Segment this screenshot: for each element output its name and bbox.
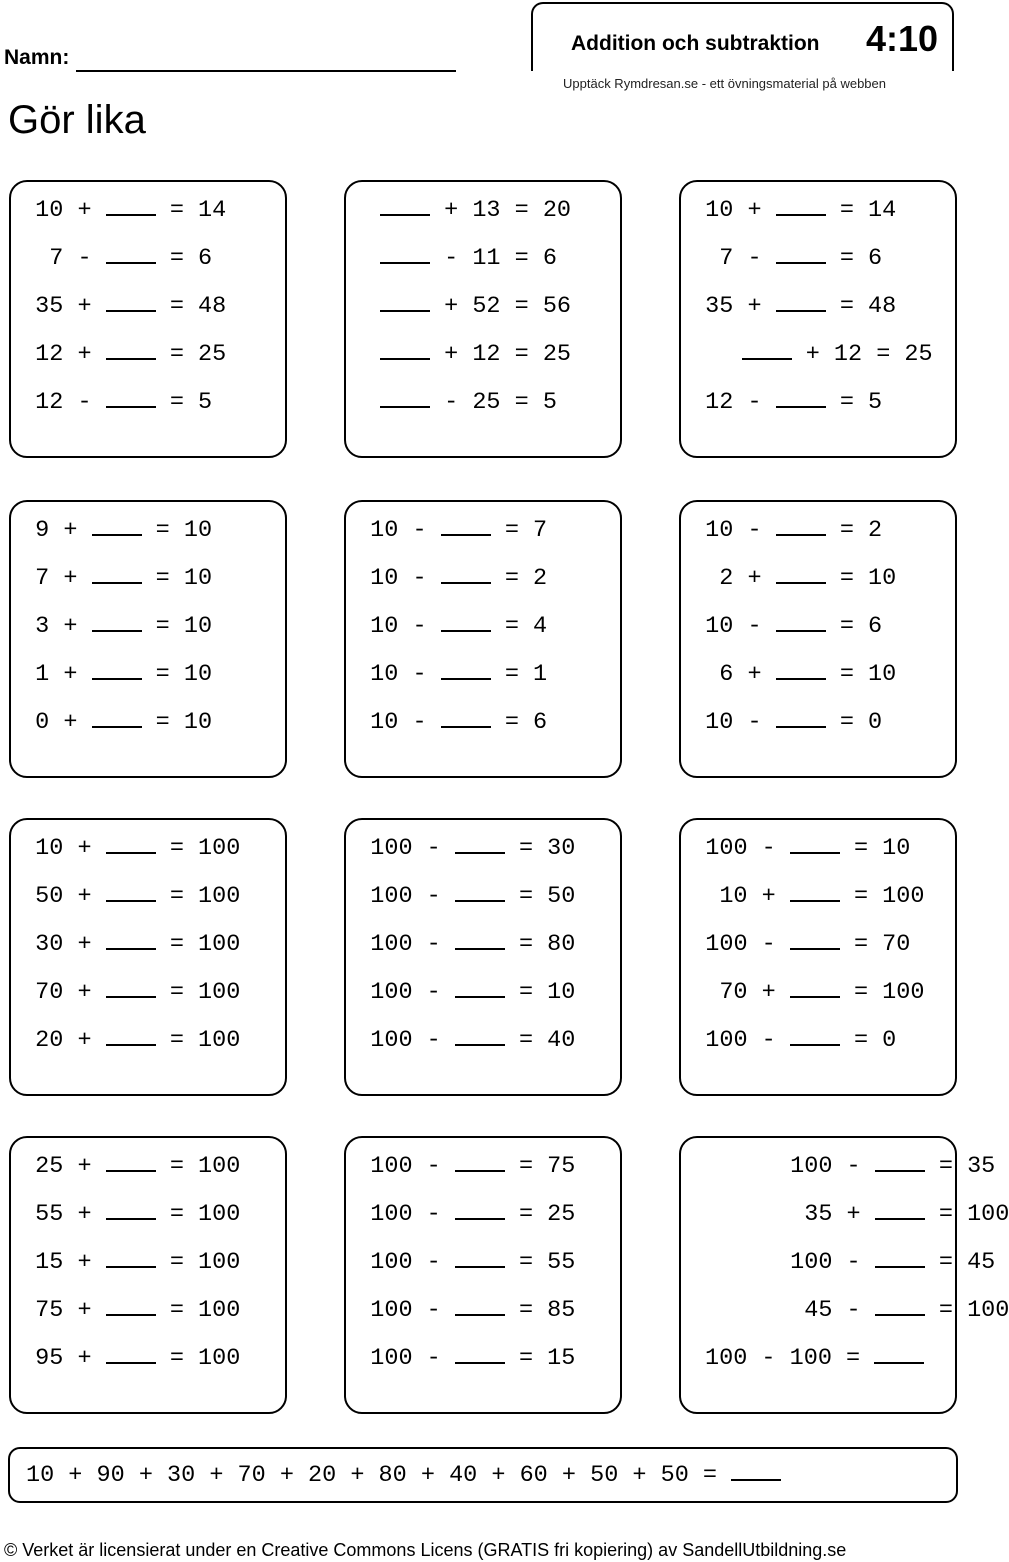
equation-row (346, 612, 620, 642)
answer-blank[interactable] (92, 708, 142, 728)
equation-left: 15 + (35, 1249, 92, 1276)
answer-blank[interactable] (441, 516, 491, 536)
equation-row (346, 340, 620, 370)
answer-blank[interactable] (875, 1248, 925, 1268)
answer-blank[interactable] (106, 1344, 156, 1364)
equation-row (11, 196, 285, 226)
answer-blank[interactable] (380, 196, 430, 216)
answer-blank[interactable] (776, 660, 826, 680)
equation-right: = 80 (518, 931, 576, 958)
equation-left: 100 - (705, 835, 776, 862)
answer-blank[interactable] (874, 1344, 924, 1364)
equation-row (346, 882, 620, 912)
worksheet-title: Gör lika (8, 98, 146, 142)
equation-right: = 2 (504, 565, 548, 592)
exercise-box (679, 180, 957, 458)
equation-row (681, 1344, 955, 1374)
answer-blank[interactable] (776, 516, 826, 536)
equation-left: 70 + (719, 979, 776, 1006)
equation-right: = 100 (169, 1345, 241, 1372)
equation-row (346, 1152, 620, 1182)
equation-row (11, 292, 285, 322)
equation-right: = 10 (155, 661, 213, 688)
equation-right: = 100 (169, 835, 241, 862)
answer-blank[interactable] (455, 882, 505, 902)
equation-right: = 2 (839, 517, 883, 544)
equation-row (11, 1026, 285, 1056)
answer-blank[interactable] (380, 292, 430, 312)
equation-row (346, 1200, 620, 1230)
answer-blank[interactable] (106, 340, 156, 360)
answer-blank[interactable] (92, 516, 142, 536)
answer-blank[interactable] (455, 1152, 505, 1172)
equation-row (681, 244, 955, 274)
answer-blank[interactable] (106, 1026, 156, 1046)
answer-blank[interactable] (455, 1344, 505, 1364)
equation-left: 10 - (370, 613, 427, 640)
exercise-box (344, 818, 622, 1096)
equation-right: = 6 (504, 709, 548, 736)
topic-title: Addition och subtraktion (571, 32, 820, 55)
equation-row (681, 1152, 996, 1182)
answer-blank[interactable] (790, 882, 840, 902)
equation-row (346, 834, 620, 864)
answer-blank[interactable] (455, 930, 505, 950)
equation-right: = 40 (518, 1027, 576, 1054)
equation-left: 7 + (35, 565, 78, 592)
answer-blank[interactable] (455, 1200, 505, 1220)
equation-left: 1 + (35, 661, 78, 688)
equation-row (11, 244, 285, 274)
equation-right: = 25 (518, 1201, 576, 1228)
equation-right: = 25 (169, 341, 227, 368)
equation-right: - 11 = 6 (444, 245, 557, 272)
answer-blank[interactable] (106, 1296, 156, 1316)
answer-blank[interactable] (106, 834, 156, 854)
equation-left: 7 - (719, 245, 762, 272)
equation-left: 70 + (35, 979, 92, 1006)
equation-right: = 0 (853, 1027, 897, 1054)
equation-right: - 25 = 5 (444, 389, 557, 416)
equation-left: 9 + (35, 517, 78, 544)
equation-right: = 55 (518, 1249, 576, 1276)
equation-right: = 100 (938, 1201, 1009, 1228)
answer-blank[interactable] (441, 660, 491, 680)
equation-left: 2 + (719, 565, 762, 592)
equation-row (681, 292, 955, 322)
equation-left: 0 + (35, 709, 78, 736)
equation-right: = 14 (839, 197, 897, 224)
equation-row (346, 516, 620, 546)
equation-left: 100 - (790, 1249, 861, 1276)
equation-row (11, 708, 285, 738)
equation-left: 100 - (370, 1345, 441, 1372)
equation-right: = 70 (853, 931, 911, 958)
answer-blank[interactable] (790, 978, 840, 998)
equation-left: 20 + (35, 1027, 92, 1054)
answer-blank[interactable] (92, 612, 142, 632)
equation-right: = 100 (169, 931, 241, 958)
answer-blank[interactable] (106, 388, 156, 408)
equation-left: 35 + (35, 293, 92, 320)
answer-blank[interactable] (776, 612, 826, 632)
equation-left: 10 - (370, 565, 427, 592)
equation-right: = 100 (169, 1297, 241, 1324)
answer-blank[interactable] (776, 388, 826, 408)
answer-blank[interactable] (455, 1248, 505, 1268)
equation-right: + 13 = 20 (444, 197, 572, 224)
equation-left: 35 + (705, 293, 762, 320)
equation-row (346, 1344, 620, 1374)
equation-row (346, 244, 620, 274)
equation-row (11, 1248, 285, 1278)
equation-row (346, 292, 620, 322)
equation-right: = 6 (839, 613, 883, 640)
answer-blank[interactable] (106, 1152, 156, 1172)
equation-right: = 75 (518, 1153, 576, 1180)
equation-row (681, 1200, 1009, 1230)
equation-row (681, 1296, 1009, 1326)
exercise-box (344, 500, 622, 778)
equation-right: = 48 (839, 293, 897, 320)
equation-row (346, 930, 620, 960)
equation-left: 10 - (705, 709, 762, 736)
equation-row (346, 660, 620, 690)
header-box (531, 2, 954, 71)
answer-blank[interactable] (455, 978, 505, 998)
equation-right: = 10 (839, 661, 897, 688)
equation-right: = 100 (169, 883, 241, 910)
answer-blank[interactable] (106, 882, 156, 902)
name-blank-line[interactable] (76, 70, 456, 72)
equation-right: = 100 (169, 1201, 241, 1228)
answer-blank[interactable] (776, 196, 826, 216)
equation-left: 100 - (705, 1027, 776, 1054)
answer-blank[interactable] (742, 340, 792, 360)
equation-row (11, 1200, 285, 1230)
equation-row (346, 564, 620, 594)
equation-left: 100 - (370, 979, 441, 1006)
equation-right: = 7 (504, 517, 548, 544)
equation-left: 10 + (35, 197, 92, 224)
equation-right: = 45 (938, 1249, 996, 1276)
equation-row (346, 1026, 620, 1056)
answer-blank[interactable] (776, 292, 826, 312)
equation-row (681, 930, 955, 960)
equation-left: 10 + (719, 883, 776, 910)
equation-left: 12 - (35, 389, 92, 416)
equation-left: 25 + (35, 1153, 92, 1180)
equation-left: 12 - (705, 389, 762, 416)
equation-row (11, 1344, 285, 1374)
equation-row (11, 660, 285, 690)
equation-right: = 1 (504, 661, 548, 688)
answer-blank[interactable] (790, 1026, 840, 1046)
answer-blank[interactable] (790, 834, 840, 854)
equation-row (681, 196, 955, 226)
equation-left: 100 - (370, 1249, 441, 1276)
equation-row (346, 708, 620, 738)
answer-blank[interactable] (731, 1461, 781, 1481)
exercise-box (9, 1136, 287, 1414)
answer-blank[interactable] (875, 1296, 925, 1316)
answer-blank[interactable] (455, 1296, 505, 1316)
equation-left: 100 - (370, 1297, 441, 1324)
equation-left: 3 + (35, 613, 78, 640)
equation-left: 100 - (370, 835, 441, 862)
equation-right: = 85 (518, 1297, 576, 1324)
exercise-box (679, 500, 957, 778)
sum-equation (26, 1461, 781, 1489)
equation-row (681, 660, 955, 690)
equation-row (346, 1248, 620, 1278)
equation-row (11, 978, 285, 1008)
answer-blank[interactable] (106, 1248, 156, 1268)
equation-left: 10 - (370, 517, 427, 544)
answer-blank[interactable] (106, 930, 156, 950)
answer-blank[interactable] (380, 244, 430, 264)
equation-row (11, 834, 285, 864)
equation-right: = 10 (839, 565, 897, 592)
equation-right: = 14 (169, 197, 227, 224)
equation-row (11, 564, 285, 594)
equation-right: = 100 (853, 979, 925, 1006)
equation-right: = 10 (853, 835, 911, 862)
equation-left: 10 - (370, 709, 427, 736)
exercise-box (679, 1136, 1009, 1414)
exercise-box (679, 818, 957, 1096)
equation-left: 100 - 100 = (705, 1345, 861, 1372)
header-subtitle: Upptäck Rymdresan.se - ett övningsmaterial på webben (563, 76, 886, 91)
equation-left: 100 - (370, 1153, 441, 1180)
equation-right: = 10 (518, 979, 576, 1006)
equation-left: 10 - (705, 613, 762, 640)
answer-blank[interactable] (106, 196, 156, 216)
answer-blank[interactable] (455, 1026, 505, 1046)
equation-right: + 12 = 25 (805, 341, 933, 368)
equation-left: 30 + (35, 931, 92, 958)
worksheet-code: 4:10 (865, 18, 938, 59)
exercise-box (9, 180, 287, 458)
equation-right: = 15 (518, 1345, 576, 1372)
equation-left: 45 - (804, 1297, 861, 1324)
answer-blank[interactable] (380, 340, 430, 360)
equation-row (681, 708, 955, 738)
equation-right: = 4 (504, 613, 548, 640)
answer-blank[interactable] (875, 1200, 925, 1220)
equation-left: 100 - (705, 931, 776, 958)
equation-left: 50 + (35, 883, 92, 910)
answer-blank[interactable] (441, 708, 491, 728)
equation-left: 100 - (370, 931, 441, 958)
equation-right: = 100 (169, 1249, 241, 1276)
answer-blank[interactable] (875, 1152, 925, 1172)
equation-row (681, 1026, 955, 1056)
equation-left: 100 - (370, 1201, 441, 1228)
answer-blank[interactable] (92, 564, 142, 584)
sum-box (8, 1447, 958, 1503)
license-footer: © Verket är licensierat under en Creative Commons Licens (GRATIS fri kopiering) av SandellUtbildning.se (4, 1540, 847, 1560)
equation-left: 100 - (370, 1027, 441, 1054)
equation-right: + 52 = 56 (444, 293, 572, 320)
equation-right: = 48 (169, 293, 227, 320)
equation-left: 95 + (35, 1345, 92, 1372)
equation-row (681, 516, 955, 546)
answer-blank[interactable] (441, 564, 491, 584)
equation-row (681, 882, 955, 912)
answer-blank[interactable] (441, 612, 491, 632)
equation-right: = 6 (839, 245, 883, 272)
exercise-box (9, 818, 287, 1096)
equation-left: 35 + (804, 1201, 861, 1228)
answer-blank[interactable] (106, 244, 156, 264)
name-label: Namn: (4, 46, 70, 69)
answer-blank[interactable] (106, 978, 156, 998)
equation-row (681, 564, 955, 594)
equation-right: = 10 (155, 517, 213, 544)
exercise-box (9, 500, 287, 778)
equation-right: = 35 (938, 1153, 996, 1180)
equation-right: = 0 (839, 709, 883, 736)
equation-row (11, 1296, 285, 1326)
equation-right: = 10 (155, 709, 213, 736)
equation-row (681, 1248, 996, 1278)
sum-expression: 10 + 90 + 30 + 70 + 20 + 80 + 40 + 60 + 50 + 50 = (26, 1462, 718, 1489)
equation-right: = 5 (839, 389, 883, 416)
equation-right: = 10 (155, 613, 213, 640)
equation-left: 10 - (705, 517, 762, 544)
equation-left: 6 + (719, 661, 762, 688)
equation-left: 75 + (35, 1297, 92, 1324)
answer-blank[interactable] (106, 1200, 156, 1220)
answer-blank[interactable] (776, 564, 826, 584)
equation-row (346, 196, 620, 226)
equation-right: = 100 (853, 883, 925, 910)
equation-row (681, 978, 955, 1008)
equation-row (346, 978, 620, 1008)
equation-right: = 100 (169, 979, 241, 1006)
answer-blank[interactable] (92, 660, 142, 680)
answer-blank[interactable] (776, 708, 826, 728)
equation-left: 10 + (35, 835, 92, 862)
answer-blank[interactable] (106, 292, 156, 312)
equation-row (681, 340, 955, 370)
equation-row (11, 882, 285, 912)
equation-row (11, 340, 285, 370)
exercise-box (344, 180, 622, 458)
equation-right: = 100 (169, 1027, 241, 1054)
equation-row (346, 388, 620, 418)
equation-right: = 5 (169, 389, 213, 416)
answer-blank[interactable] (455, 834, 505, 854)
equation-left: 12 + (35, 341, 92, 368)
answer-blank[interactable] (380, 388, 430, 408)
equation-row (11, 516, 285, 546)
equation-row (346, 1296, 620, 1326)
equation-right: + 12 = 25 (444, 341, 572, 368)
equation-left: 100 - (370, 883, 441, 910)
equation-row (11, 388, 285, 418)
equation-left: 55 + (35, 1201, 92, 1228)
equation-left: 10 + (705, 197, 762, 224)
equation-row (11, 1152, 285, 1182)
equation-left: 10 - (370, 661, 427, 688)
equation-row (681, 834, 955, 864)
equation-right: = 100 (169, 1153, 241, 1180)
answer-blank[interactable] (790, 930, 840, 950)
exercise-box (344, 1136, 622, 1414)
equation-right: = 10 (155, 565, 213, 592)
equation-left: 7 - (49, 245, 92, 272)
equation-row (681, 612, 955, 642)
equation-row (11, 612, 285, 642)
equation-right: = 50 (518, 883, 576, 910)
equation-right: = 30 (518, 835, 576, 862)
equation-left: 100 - (790, 1153, 861, 1180)
equation-row (11, 930, 285, 960)
equation-right: = 6 (169, 245, 213, 272)
equation-right: = 100 (938, 1297, 1009, 1324)
answer-blank[interactable] (776, 244, 826, 264)
equation-row (681, 388, 955, 418)
